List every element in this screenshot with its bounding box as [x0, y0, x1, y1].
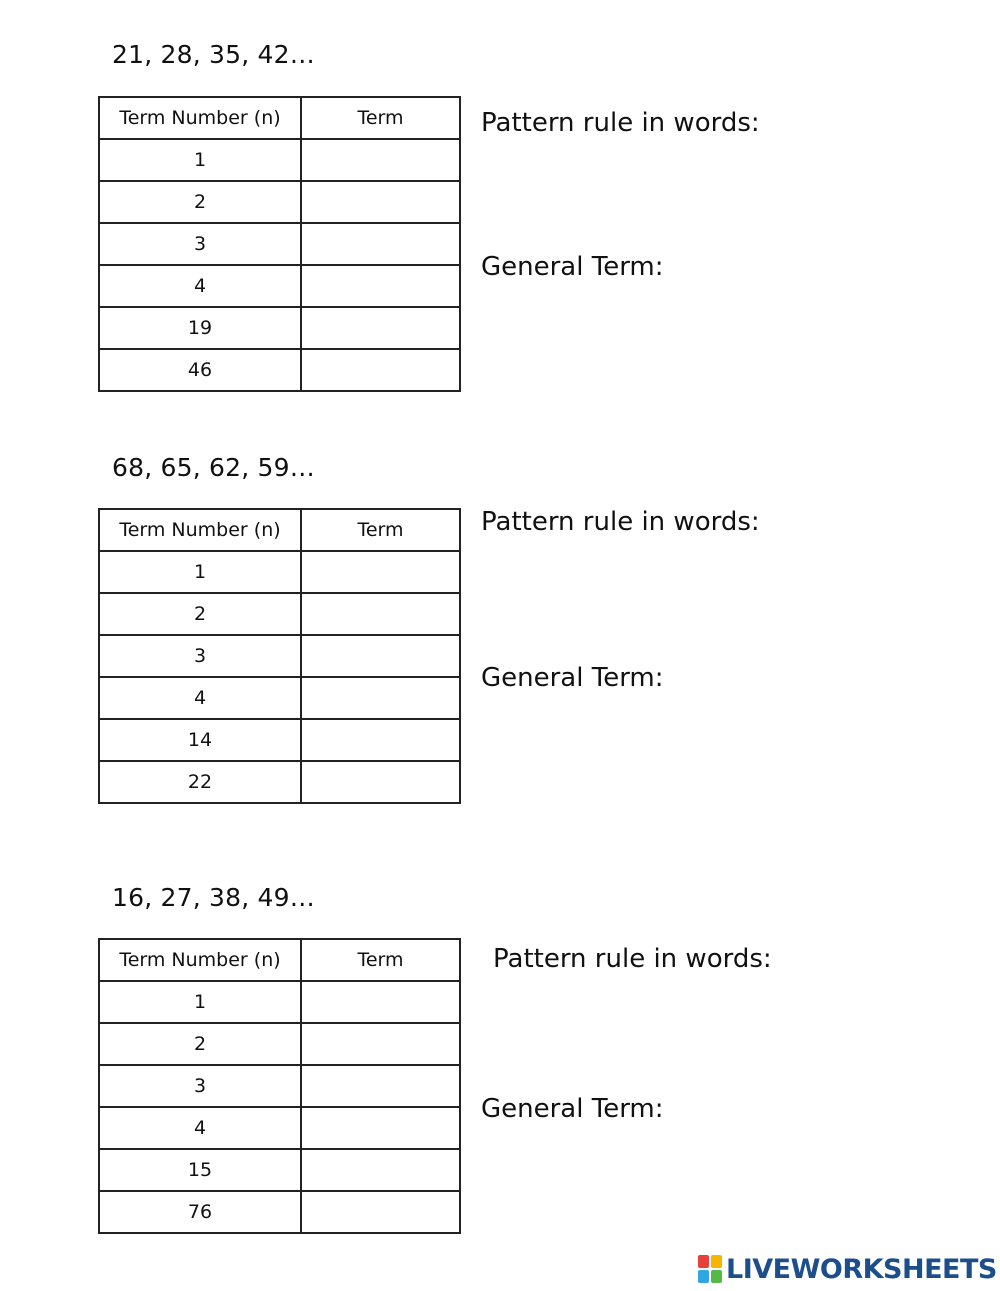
term-answer-cell[interactable]: [301, 139, 460, 181]
pattern-rule-label: Pattern rule in words:: [481, 108, 760, 138]
term-answer-cell[interactable]: [301, 981, 460, 1023]
pattern-rule-label: Pattern rule in words:: [493, 944, 772, 974]
header-term-number: Term Number (n): [99, 939, 301, 981]
sequence-text: 68, 65, 62, 59…: [112, 453, 315, 482]
header-term-number: Term Number (n): [99, 509, 301, 551]
term-number-cell: 1: [99, 981, 301, 1023]
term-number-cell: 3: [99, 635, 301, 677]
term-number-cell: 19: [99, 307, 301, 349]
term-number-cell: 15: [99, 1149, 301, 1191]
term-answer-cell[interactable]: [301, 349, 460, 391]
term-table: [98, 96, 461, 392]
table-header-row: [99, 939, 460, 981]
term-number-cell: 1: [99, 551, 301, 593]
table-row: [99, 551, 460, 593]
table-row: [99, 265, 460, 307]
sequence-text: 21, 28, 35, 42…: [112, 40, 315, 69]
logo-mark-icon: [698, 1255, 722, 1283]
term-number-cell: 2: [99, 593, 301, 635]
table-row: [99, 307, 460, 349]
term-number-cell: 4: [99, 1107, 301, 1149]
term-answer-cell[interactable]: [301, 635, 460, 677]
pattern-rule-label: Pattern rule in words:: [481, 507, 760, 537]
table-row: [99, 349, 460, 391]
term-number-cell: 3: [99, 223, 301, 265]
table-row: [99, 719, 460, 761]
term-number-cell: 4: [99, 677, 301, 719]
general-term-label: General Term:: [481, 663, 664, 693]
logo-tile-3: [698, 1270, 709, 1283]
term-number-cell: 1: [99, 139, 301, 181]
logo-tile-2: [711, 1255, 722, 1268]
term-answer-cell[interactable]: [301, 1023, 460, 1065]
header-term: Term: [301, 939, 460, 981]
header-term-number: Term Number (n): [99, 97, 301, 139]
term-answer-cell[interactable]: [301, 551, 460, 593]
term-answer-cell[interactable]: [301, 223, 460, 265]
table-row: [99, 593, 460, 635]
term-answer-cell[interactable]: [301, 307, 460, 349]
term-number-cell: 3: [99, 1065, 301, 1107]
table-row: [99, 1023, 460, 1065]
table-row: [99, 677, 460, 719]
table-row: [99, 635, 460, 677]
table-row: [99, 1149, 460, 1191]
term-answer-cell[interactable]: [301, 1107, 460, 1149]
term-answer-cell[interactable]: [301, 719, 460, 761]
table-row: [99, 139, 460, 181]
table-row: [99, 761, 460, 803]
term-answer-cell[interactable]: [301, 1065, 460, 1107]
logo-tile-1: [698, 1255, 709, 1268]
term-answer-cell[interactable]: [301, 265, 460, 307]
term-number-cell: 2: [99, 1023, 301, 1065]
term-table: [98, 508, 461, 804]
table-row: [99, 1065, 460, 1107]
table-row: [99, 181, 460, 223]
table-row: [99, 1191, 460, 1233]
term-number-cell: 22: [99, 761, 301, 803]
table-header-row: [99, 97, 460, 139]
term-answer-cell[interactable]: [301, 1191, 460, 1233]
term-table: [98, 938, 461, 1234]
sequence-text: 16, 27, 38, 49…: [112, 883, 315, 912]
general-term-label: General Term:: [481, 1094, 664, 1124]
term-answer-cell[interactable]: [301, 593, 460, 635]
term-answer-cell[interactable]: [301, 761, 460, 803]
table-row: [99, 1107, 460, 1149]
header-term: Term: [301, 509, 460, 551]
table-row: [99, 223, 460, 265]
term-number-cell: 2: [99, 181, 301, 223]
term-number-cell: 46: [99, 349, 301, 391]
header-term: Term: [301, 97, 460, 139]
term-answer-cell[interactable]: [301, 1149, 460, 1191]
logo-tile-4: [711, 1270, 722, 1283]
logo-text: LIVEWORKSHEETS: [726, 1253, 997, 1285]
table-header-row: [99, 509, 460, 551]
term-number-cell: 4: [99, 265, 301, 307]
term-answer-cell[interactable]: [301, 181, 460, 223]
term-answer-cell[interactable]: [301, 677, 460, 719]
liveworksheets-logo: [698, 1255, 997, 1283]
term-number-cell: 14: [99, 719, 301, 761]
general-term-label: General Term:: [481, 252, 664, 282]
term-number-cell: 76: [99, 1191, 301, 1233]
table-row: [99, 981, 460, 1023]
